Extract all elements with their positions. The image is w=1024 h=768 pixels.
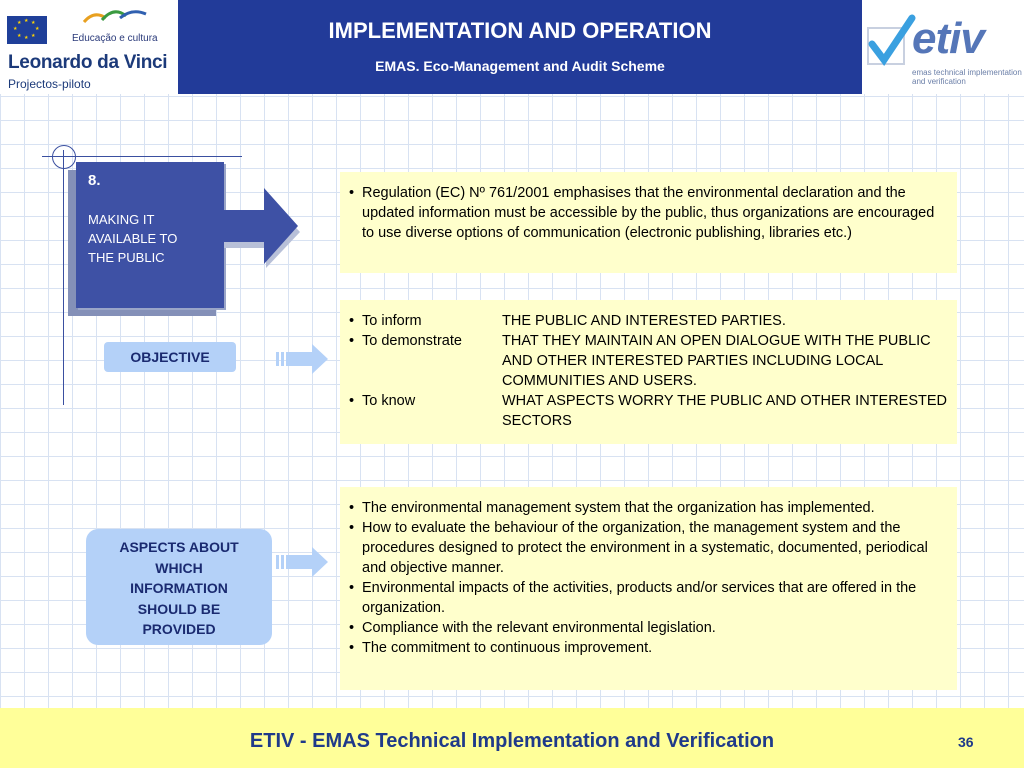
objective-key: • To know: [362, 393, 416, 409]
etiv-wordmark: etiv: [912, 14, 984, 63]
header-banner: [178, 0, 862, 94]
list-item: [340, 391, 947, 431]
ldv-subtitle: Projectos-piloto: [8, 77, 91, 91]
arrow-right-icon: [276, 545, 330, 579]
program-name: Educação e cultura: [72, 33, 158, 44]
etiv-tagline-line: and verification: [912, 77, 966, 86]
objective-key: • To demonstrate: [362, 333, 462, 349]
aspects-label-line: SHOULD BE: [137, 600, 221, 617]
decor-vertical-line: [63, 150, 64, 405]
arrow-right-icon: [276, 342, 330, 376]
etiv-tagline: [912, 68, 1022, 86]
step-box: [76, 162, 224, 308]
step-title: [88, 210, 218, 267]
list-item: • Regulation (EC) Nº 761/2001 emphasises that the environmental declaration and the updated information must be accessible by the public, thus organizations are encouraged to use diverse options of communication (electronic publishing, libraries etc.): [340, 183, 947, 243]
eu-flag-icon: ★ ★ ★ ★ ★ ★ ★ ★: [7, 16, 47, 44]
objective-value: WHAT ASPECTS WORRY THE PUBLIC AND OTHER INTERESTED SECTORS: [502, 393, 948, 429]
objective-panel: [340, 300, 957, 444]
footer-title: ETIV - EMAS Technical Implementation and Verification: [249, 730, 775, 752]
big-arrow-icon: [224, 182, 304, 282]
objective-value: THE PUBLIC AND INTERESTED PARTIES.: [502, 313, 786, 329]
step-title-line: THE PUBLIC: [88, 250, 165, 265]
list-item: [340, 331, 947, 391]
aspects-label: [86, 529, 272, 645]
step-number: 8.: [88, 172, 101, 189]
list-item: • The environmental management system that the organization has implemented.: [340, 498, 947, 518]
checkmark-icon: [866, 14, 916, 70]
aspects-label-line: PROVIDED: [142, 621, 216, 637]
aspects-label-line: INFORMATION: [130, 580, 228, 596]
aspects-label-line: ASPECTS ABOUT: [119, 539, 239, 555]
page-subtitle: EMAS. Eco-Management and Audit Scheme: [375, 58, 665, 74]
birds-logo-icon: [80, 4, 150, 30]
footer-bar: [0, 708, 1024, 768]
list-item: [340, 311, 947, 331]
etiv-tagline-line: emas technical implementation: [912, 68, 1022, 77]
objective-key: • To inform: [362, 313, 422, 329]
list-item: • How to evaluate the behaviour of the organization, the management system and the procedures designed to protect the environment in a systematic, documented, periodical and objective manner.: [340, 518, 947, 578]
objective-value: THAT THEY MAINTAIN AN OPEN DIALOGUE WITH THE PUBLIC AND OTHER INTERESTED PARTIES INCLUDING LOCAL COMMUNITIES AND USERS.: [502, 333, 931, 389]
leonardo-da-vinci-logo: [0, 0, 178, 94]
etiv-logo: [862, 0, 1024, 94]
page-title: IMPLEMENTATION AND OPERATION: [328, 18, 712, 43]
list-item: • The commitment to continuous improvement.: [340, 638, 947, 658]
ldv-title: Leonardo da Vinci: [8, 52, 168, 73]
step-title-line: MAKING IT: [88, 212, 155, 227]
list-item: • Compliance with the relevant environmental legislation.: [340, 618, 947, 638]
decor-circle: [52, 145, 76, 169]
aspects-label-line: WHICH: [155, 559, 203, 576]
list-item: • Environmental impacts of the activities, products and/or services that are offered in the organization.: [340, 578, 947, 618]
aspects-panel: [340, 487, 957, 690]
page-number: 36: [958, 734, 974, 750]
step-title-line: AVAILABLE TO: [88, 231, 178, 246]
objective-label: OBJECTIVE: [104, 342, 236, 372]
regulation-panel: [340, 172, 957, 273]
